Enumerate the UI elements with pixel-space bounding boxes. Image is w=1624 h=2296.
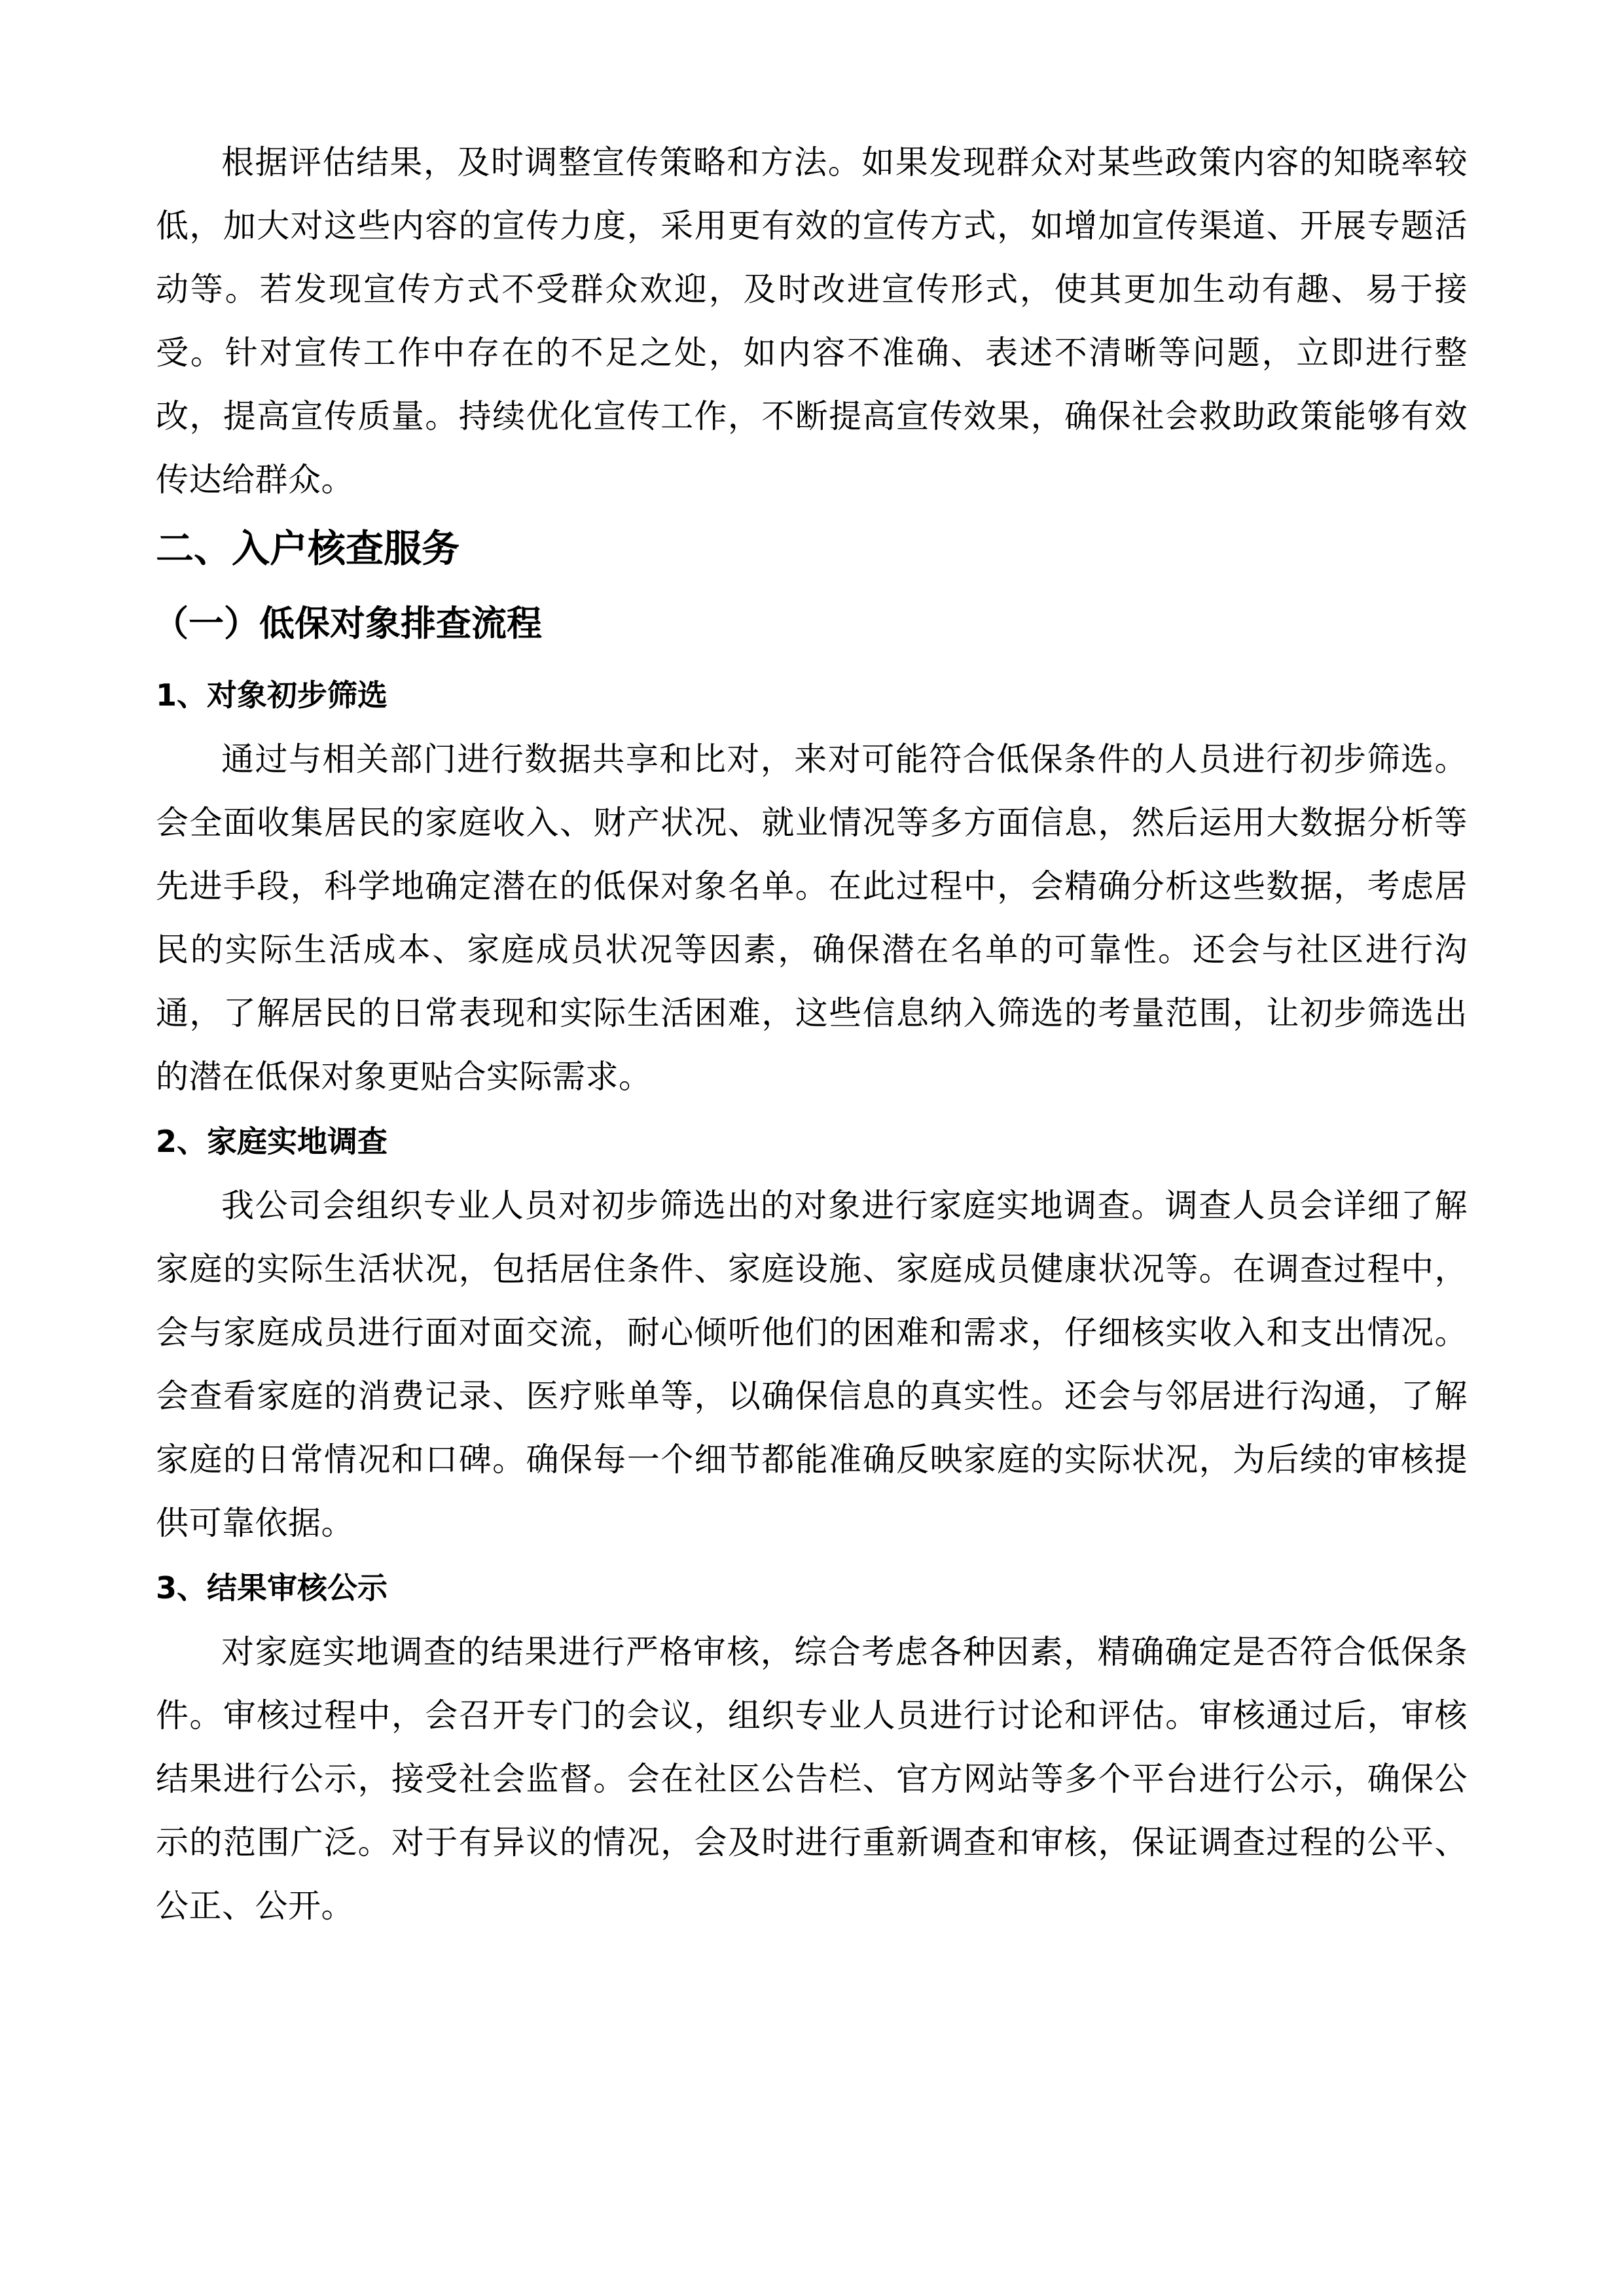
section-heading: 二、入户核查服务 — [156, 526, 460, 571]
item-heading-initial-screening: 1、对象初步筛选 — [156, 677, 388, 713]
subsection-heading: （一）低保对象排查流程 — [153, 603, 542, 644]
item-heading-home-survey: 2、家庭实地调查 — [156, 1124, 388, 1159]
document-page — [153, 131, 1468, 1938]
item-paragraph-initial-screening: 通过与相关部门进行数据共享和比对，来对可能符合低保条件的人员进行初步筛选。会全面收集居民的家庭收入、财产状况、就业情况等多方面信息，然后运用大数据分析等先进手段，科学地确定潜在的低保对象名单。在此过程中，会精确分析这些数据，考虑居民的实际生活成本、家庭成员状况等因素，确保潜在名单的可靠性。还会与社区进行沟通，了解居民的日常表现和实际生活困难，这些信息纳入筛选的考量范围，让初步筛选出的潜在低保对象更贴合实际需求。 — [156, 740, 1468, 1096]
item-heading-review-publicity: 3、结果审核公示 — [156, 1570, 388, 1605]
item-paragraph-review-publicity: 对家庭实地调查的结果进行严格审核，综合考虑各种因素，精确确定是否符合低保条件。审核过程中，会召开专门的会议，组织专业人员进行讨论和评估。审核通过后，审核结果进行公示，接受社会监督。会在社区公告栏、官方网站等多个平台进行公示，确保公示的范围广泛。对于有异议的情况，会及时进行重新调查和审核，保证调查过程的公平、公正、公开。 — [156, 1633, 1468, 1925]
item-paragraph-home-survey: 我公司会组织专业人员对初步筛选出的对象进行家庭实地调查。调查人员会详细了解家庭的实际生活状况，包括居住条件、家庭设施、家庭成员健康状况等。在调查过程中，会与家庭成员进行面对面交流，耐心倾听他们的困难和需求，仔细核实收入和支出情况。会查看家庭的消费记录、医疗账单等，以确保信息的真实性。还会与邻居进行沟通，了解家庭的日常情况和口碑。确保每一个细节都能准确反映家庭的实际状况，为后续的审核提供可靠依据。 — [156, 1187, 1468, 1542]
intro-paragraph: 根据评估结果，及时调整宣传策略和方法。如果发现群众对某些政策内容的知晓率较低，加大对这些内容的宣传力度，采用更有效的宣传方式，如增加宣传渠道、开展专题活动等。若发现宣传方式不受群众欢迎，及时改进宣传形式，使其更加生动有趣、易于接受。针对宣传工作中存在的不足之处，如内容不准确、表述不清晰等问题，立即进行整改，提高宣传质量。持续优化宣传工作，不断提高宣传效果，确保社会救助政策能够有效传达给群众。 — [156, 143, 1468, 499]
